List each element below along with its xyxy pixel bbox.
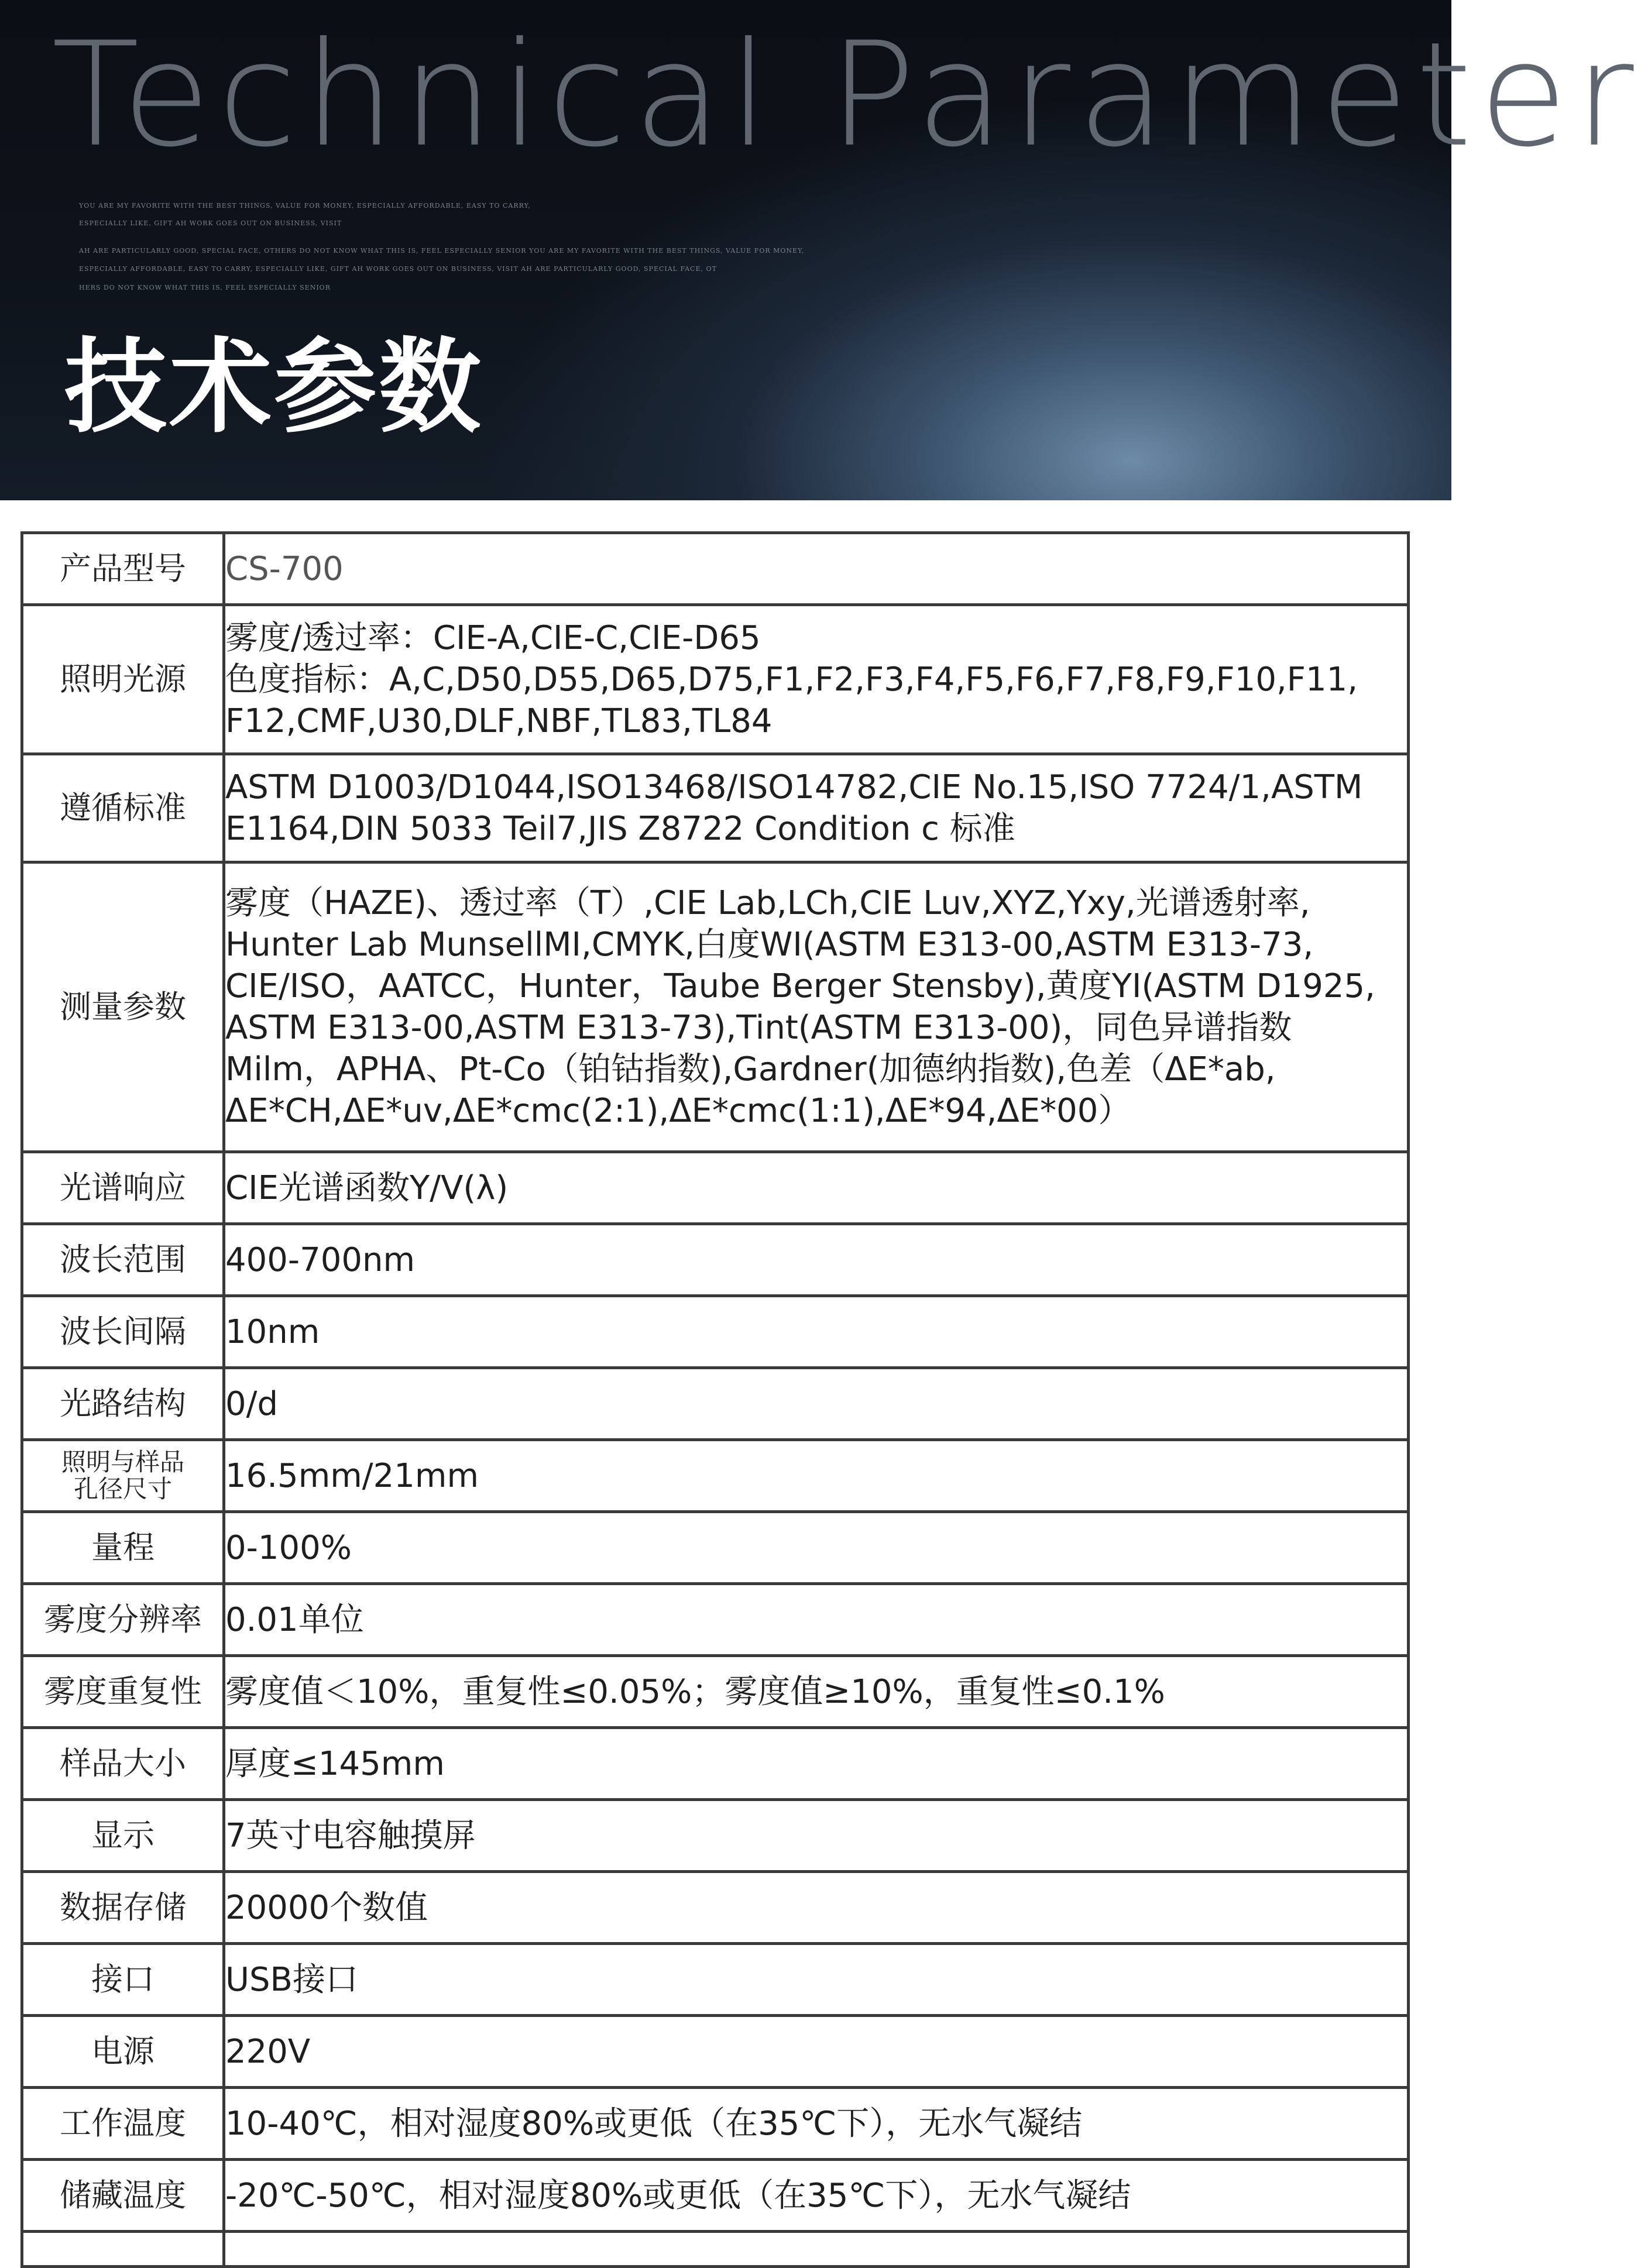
spec-row [22, 754, 1409, 862]
spec-value: 16.5mm/21mm [224, 1440, 1409, 1512]
spec-row [22, 605, 1409, 754]
spec-value: 厚度≤145mm [224, 1728, 1409, 1800]
spec-row [22, 2160, 1409, 2232]
spec-label: 样品大小 [22, 1728, 224, 1800]
spec-value: ASTM D1003/D1044,ISO13468/ISO14782,CIE No.15,ISO 7724/1,ASTM E1164,DIN 5033 Teil7,JIS Z8722 Condition c 标准 [224, 754, 1409, 862]
spec-value: 20000个数值 [224, 1872, 1409, 1944]
spec-row [22, 2088, 1409, 2160]
spec-label: 接口 [22, 1944, 224, 2016]
spec-label: 工作温度 [22, 2088, 224, 2160]
spec-label [22, 2232, 224, 2267]
spec-value: 0.01单位 [224, 1584, 1409, 1656]
spec-value: 7英寸电容触摸屏 [224, 1800, 1409, 1872]
spec-row [22, 1296, 1409, 1368]
spec-row [22, 1440, 1409, 1512]
banner-fine-print: ESPECIALLY AFFORDABLE, EASY TO CARRY, ESPECIALLY LIKE, GIFT AH WORK GOES OUT ON BUSINESS, VISIT AH ARE PARTICULARLY GOOD, SPECIAL FACE, OT [79, 265, 717, 273]
spec-row [22, 2232, 1409, 2267]
spec-value: 10-40℃，相对湿度80%或更低（在35℃下），无水气凝结 [224, 2088, 1409, 2160]
spec-value: 220V [224, 2016, 1409, 2088]
spec-row [22, 2016, 1409, 2088]
spec-row [22, 1368, 1409, 1440]
spec-row [22, 533, 1409, 605]
spec-label: 显示 [22, 1800, 224, 1872]
spec-row [22, 1584, 1409, 1656]
spec-value: 0/d [224, 1368, 1409, 1440]
spec-label: 产品型号 [22, 533, 224, 605]
spec-label: 电源 [22, 2016, 224, 2088]
spec-row [22, 1728, 1409, 1800]
spec-row [22, 1872, 1409, 1944]
spec-value: 0-100% [224, 1512, 1409, 1584]
spec-row [22, 1512, 1409, 1584]
banner-title-en: Technical Parameter [52, 12, 1641, 179]
spec-label: 光路结构 [22, 1368, 224, 1440]
spec-row [22, 862, 1409, 1152]
spec-value: 400-700nm [224, 1224, 1409, 1296]
spec-label: 波长范围 [22, 1224, 224, 1296]
spec-table [20, 531, 1410, 2268]
spec-row [22, 1224, 1409, 1296]
spec-value: -20℃-50℃，相对湿度80%或更低（在35℃下），无水气凝结 [224, 2160, 1409, 2232]
spec-value: 10nm [224, 1296, 1409, 1368]
spec-label: 数据存储 [22, 1872, 224, 1944]
spec-label: 光谱响应 [22, 1152, 224, 1224]
spec-value: CIE光谱函数Y/V(λ) [224, 1152, 1409, 1224]
spec-value: 雾度/透过率：CIE-A,CIE-C,CIE-D65 色度指标：A,C,D50,D55,D65,D75,F1,F2,F3,F4,F5,F6,F7,F8,F9,F10,F11, F12,CMF,U30,DLF,NBF,TL83,TL84 [224, 605, 1409, 754]
spec-label: 波长间隔 [22, 1296, 224, 1368]
banner-fine-print: HERS DO NOT KNOW WHAT THIS IS, FEEL ESPECIALLY SENIOR [79, 284, 331, 291]
spec-label: 测量参数 [22, 862, 224, 1152]
spec-row [22, 1152, 1409, 1224]
banner-fine-print: AH ARE PARTICULARLY GOOD, SPECIAL FACE, OTHERS DO NOT KNOW WHAT THIS IS, FEEL ESPECIALLY SENIOR YOU ARE MY FAVORITE WITH THE BEST THINGS, VALUE FOR MONEY, [79, 247, 805, 255]
banner-title-cn: 技术参数 [64, 328, 483, 447]
spec-label: 照明光源 [22, 605, 224, 754]
spec-label: 雾度分辨率 [22, 1584, 224, 1656]
spec-value: 雾度值＜10%，重复性≤0.05%；雾度值≥10%，重复性≤0.1% [224, 1656, 1409, 1728]
spec-label: 雾度重复性 [22, 1656, 224, 1728]
banner-fine-print: ESPECIALLY LIKE, GIFT AH WORK GOES OUT ON BUSINESS, VISIT [79, 219, 342, 227]
spec-label: 照明与样品 孔径尺寸 [22, 1440, 224, 1512]
spec-label: 遵循标准 [22, 754, 224, 862]
spec-row [22, 1800, 1409, 1872]
spec-value: CS-700 [224, 533, 1409, 605]
spec-label: 储藏温度 [22, 2160, 224, 2232]
spec-value: USB接口 [224, 1944, 1409, 2016]
spec-value: 雾度（HAZE)、透过率（T）,CIE Lab,LCh,CIE Luv,XYZ,Yxy,光谱透射率, Hunter Lab MunsellMI,CMYK,白度WI(ASTM E313-00,ASTM E313-73, CIE/ISO，AATCC，Hunter，Taube Berger Stensby),黄度YI(ASTM D1925, ASTM E313-00,ASTM E313-73),Tint(ASTM E313-00)，同色异谱指数 Milm，APHA、Pt-Co（铂钴指数),Gardner(加德纳指数),色差（ΔE*ab, ΔE*CH,ΔE*uv,ΔE*cmc(2:1),ΔE*cmc(1:1),ΔE*94,ΔE*00） [224, 862, 1409, 1152]
banner-fine-print: YOU ARE MY FAVORITE WITH THE BEST THINGS, VALUE FOR MONEY, ESPECIALLY AFFORDABLE, EASY TO CARRY, [79, 202, 531, 209]
spec-label: 量程 [22, 1512, 224, 1584]
header-banner [0, 0, 1641, 500]
spec-row [22, 1656, 1409, 1728]
spec-value [224, 2232, 1409, 2267]
spec-row [22, 1944, 1409, 2016]
